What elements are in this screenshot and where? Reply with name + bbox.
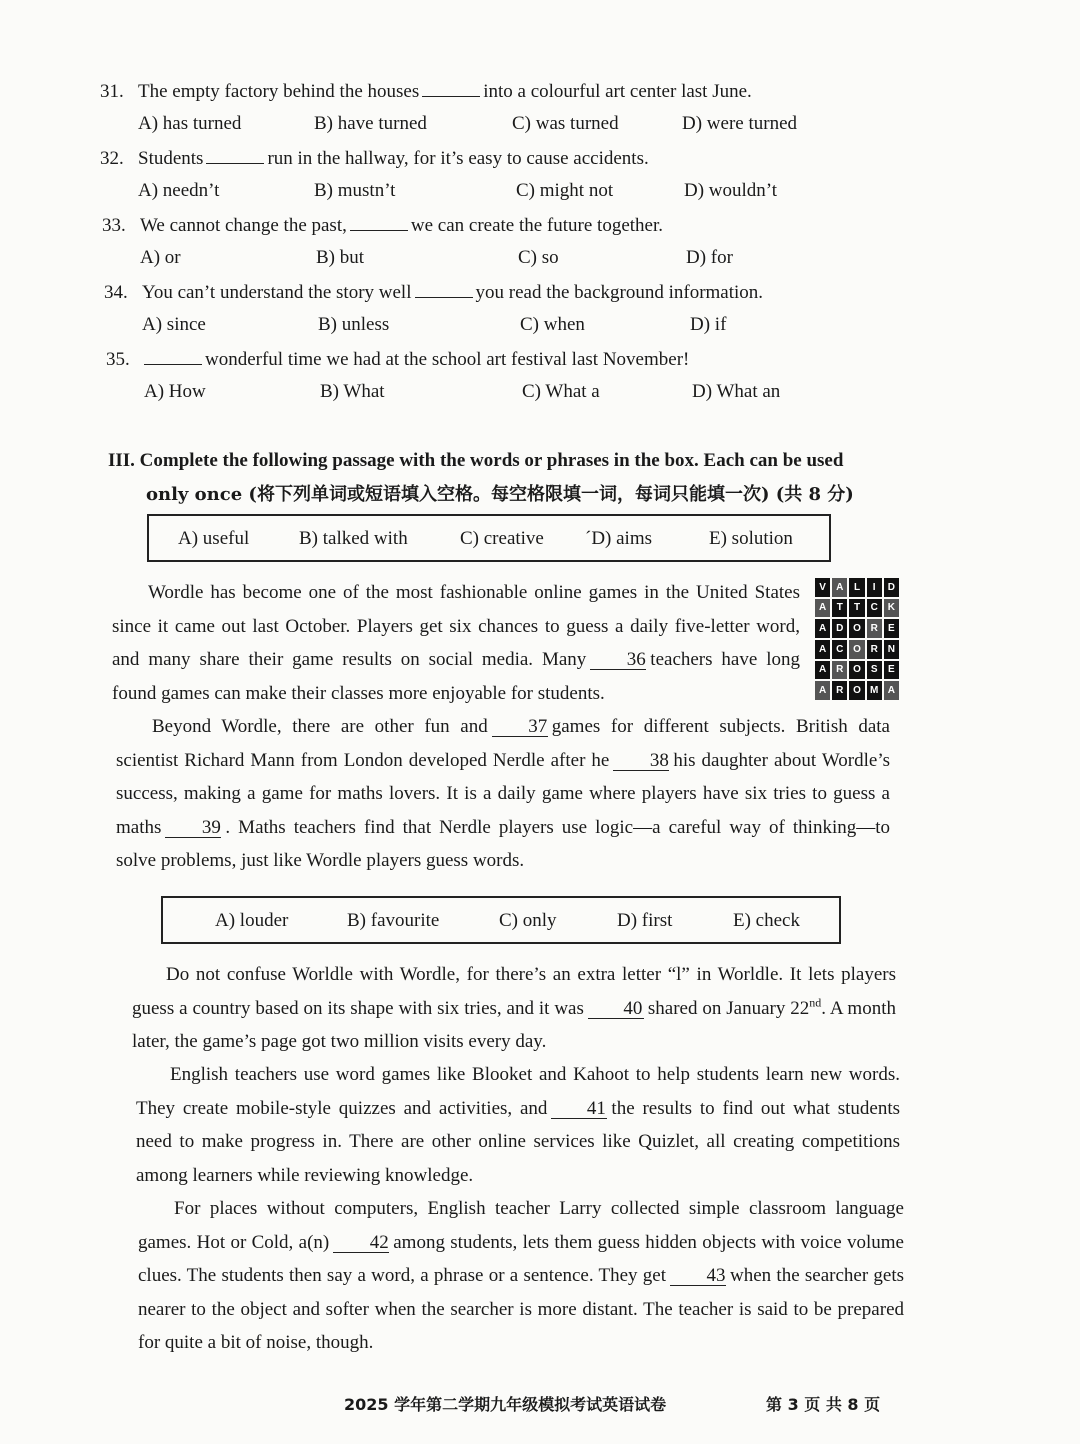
wordle-tile: T [832, 599, 847, 618]
wordle-tile: K [884, 599, 899, 618]
wordle-tile: D [832, 619, 847, 638]
option-d: D) wouldn’t [684, 180, 778, 201]
option-d: D) were turned [682, 113, 798, 134]
wordle-tile: R [867, 619, 882, 638]
option-d: D) What an [692, 381, 781, 402]
word-box-item: A) louder [215, 910, 289, 931]
passage-paragraph-1: Wordle has become one of the most fashionable online games in the United States since it came out last October. Players get six chances to guess a daily five-letter word, and many share their game results on social media. Many 36 teachers have long found games can make their classes more enjoyable for students. [112, 582, 800, 704]
blank-41[interactable]: 41 [551, 1100, 607, 1119]
word-box-item: D) first [617, 910, 673, 931]
passage-paragraph-3: Do not confuse Worldle with Wordle, for there’s an extra letter “l” in Worldle. It lets players guess a country based on its shape with six tries, and it was 40 shared on January 22nd. A month later, the game’s page got two million visits every day. [132, 964, 896, 1052]
wordle-tile: D [884, 578, 899, 597]
section-heading [108, 444, 908, 512]
word-box-item: C) creative [460, 528, 544, 549]
word-box-1 [147, 514, 831, 562]
wordle-grid-image [815, 578, 899, 700]
blank-42[interactable]: 42 [333, 1234, 389, 1253]
section-heading-line1: III. Complete the following passage with the words or phrases in the box. Each can be used [108, 450, 844, 471]
wordle-tile: R [832, 681, 847, 700]
blank-43[interactable]: 43 [670, 1267, 726, 1286]
wordle-tile: A [815, 599, 830, 618]
section-heading-line2: only once (将下列单词或短语填入空格。每空格限填一词，每词只能填一次) (共 8 分) [146, 484, 854, 505]
wordle-tile: R [867, 640, 882, 659]
question-34 [104, 282, 864, 342]
wordle-tile: C [867, 599, 882, 618]
question-stem: Students run in the hallway, for it’s easy to cause accidents. [138, 148, 649, 169]
wordle-tile: T [849, 599, 864, 618]
option-b: B) but [316, 247, 365, 268]
option-b: B) mustn’t [314, 180, 396, 201]
wordle-tile: L [849, 578, 864, 597]
passage-paragraph-5: For places without computers, English teacher Larry collected simple classroom language games. Hot or Cold, a(n) 42 among students, lets them guess hidden objects with voice volume clues. The students then say a word, a phrase or a sentence. They get 43 when the searcher gets nearer to the object and softer when the searcher is more distant. The teacher is said to be prepared for quite a bit of noise, though. [138, 1198, 904, 1353]
blank-39[interactable]: 39 [165, 819, 221, 838]
option-a: A) or [140, 247, 181, 268]
question-number: 31. [100, 81, 124, 102]
wordle-tile: E [884, 619, 899, 638]
option-c: C) might not [516, 180, 614, 201]
option-a: A) How [144, 381, 206, 402]
word-box-item: E) check [733, 910, 800, 931]
question-number: 32. [100, 148, 124, 169]
option-b: B) unless [318, 314, 390, 335]
wordle-tile: S [867, 661, 882, 680]
wordle-tile: M [867, 681, 882, 700]
option-c: C) was turned [512, 113, 619, 134]
wordle-tile: O [849, 619, 864, 638]
wordle-tile: O [849, 640, 864, 659]
wordle-tile: A [832, 578, 847, 597]
option-b: B) What [320, 381, 385, 402]
question-stem: We cannot change the past, we can create the future together. [140, 215, 663, 236]
wordle-tile: A [815, 661, 830, 680]
question-31 [100, 81, 860, 141]
question-33 [102, 215, 862, 275]
question-stem: You can’t understand the story well you read the background information. [142, 282, 764, 303]
question-stem: The empty factory behind the houses into a colourful art center last June. [138, 81, 752, 102]
wordle-tile: A [815, 640, 830, 659]
word-box-item: B) favourite [347, 910, 440, 931]
blank-36[interactable]: 36 [590, 651, 646, 670]
word-box-item: B) talked with [299, 528, 408, 549]
footer-title: 2025 学年第二学期九年级模拟考试英语试卷 [344, 1395, 667, 1414]
option-d: D) for [686, 247, 733, 268]
word-box-item: C) only [499, 910, 557, 931]
question-35 [106, 349, 866, 409]
wordle-tile: V [815, 578, 830, 597]
question-number: 35. [106, 349, 130, 370]
option-d: D) if [690, 314, 727, 335]
question-number: 34. [104, 282, 128, 303]
wordle-tile: A [884, 681, 899, 700]
wordle-tile: E [884, 661, 899, 680]
wordle-tile: O [849, 681, 864, 700]
option-b: B) have turned [314, 113, 427, 134]
question-stem: wonderful time we had at the school art festival last November! [144, 349, 689, 371]
word-box-item: E) solution [709, 528, 793, 549]
passage-paragraph-4: English teachers use word games like Blooket and Kahoot to help students learn new words. They create mobile-style quizzes and activities, and 41 the results to find out what students need to make progress in. There are other online services like Quizlet, all creating competitions among learners while reviewing knowledge. [136, 1064, 900, 1186]
blank-38[interactable]: 38 [613, 752, 669, 771]
wordle-tile: N [884, 640, 899, 659]
question-number: 33. [102, 215, 126, 236]
word-box-2 [161, 896, 841, 944]
option-a: A) has turned [138, 113, 242, 134]
blank-40[interactable]: 40 [588, 1000, 644, 1019]
blank-37[interactable]: 37 [492, 718, 548, 737]
option-c: C) What a [522, 381, 600, 402]
wordle-tile: A [815, 619, 830, 638]
option-c: C) so [518, 247, 559, 268]
wordle-tile: C [832, 640, 847, 659]
wordle-tile: I [867, 578, 882, 597]
question-32 [100, 148, 860, 208]
option-c: C) when [520, 314, 585, 335]
wordle-tile: A [815, 681, 830, 700]
word-box-item: A) useful [178, 528, 250, 549]
option-a: A) needn’t [138, 180, 220, 201]
footer-page-number: 第 3 页 共 8 页 [766, 1395, 881, 1414]
word-box-item: ´D) aims [585, 528, 653, 549]
passage-paragraph-2: Beyond Wordle, there are other fun and 37 games for different subjects. British data scientist Richard Mann from London developed Nerdle after he 38 his daughter about Wordle’s success, making a game for maths lovers. It is a daily game where players have six tries to guess a maths 39 . Maths teachers find that Nerdle players use logic—a careful way of thinking—to solve problems, just like Wordle players guess words. [116, 716, 890, 871]
wordle-tile: O [849, 661, 864, 680]
wordle-tile: R [832, 661, 847, 680]
option-a: A) since [142, 314, 206, 335]
